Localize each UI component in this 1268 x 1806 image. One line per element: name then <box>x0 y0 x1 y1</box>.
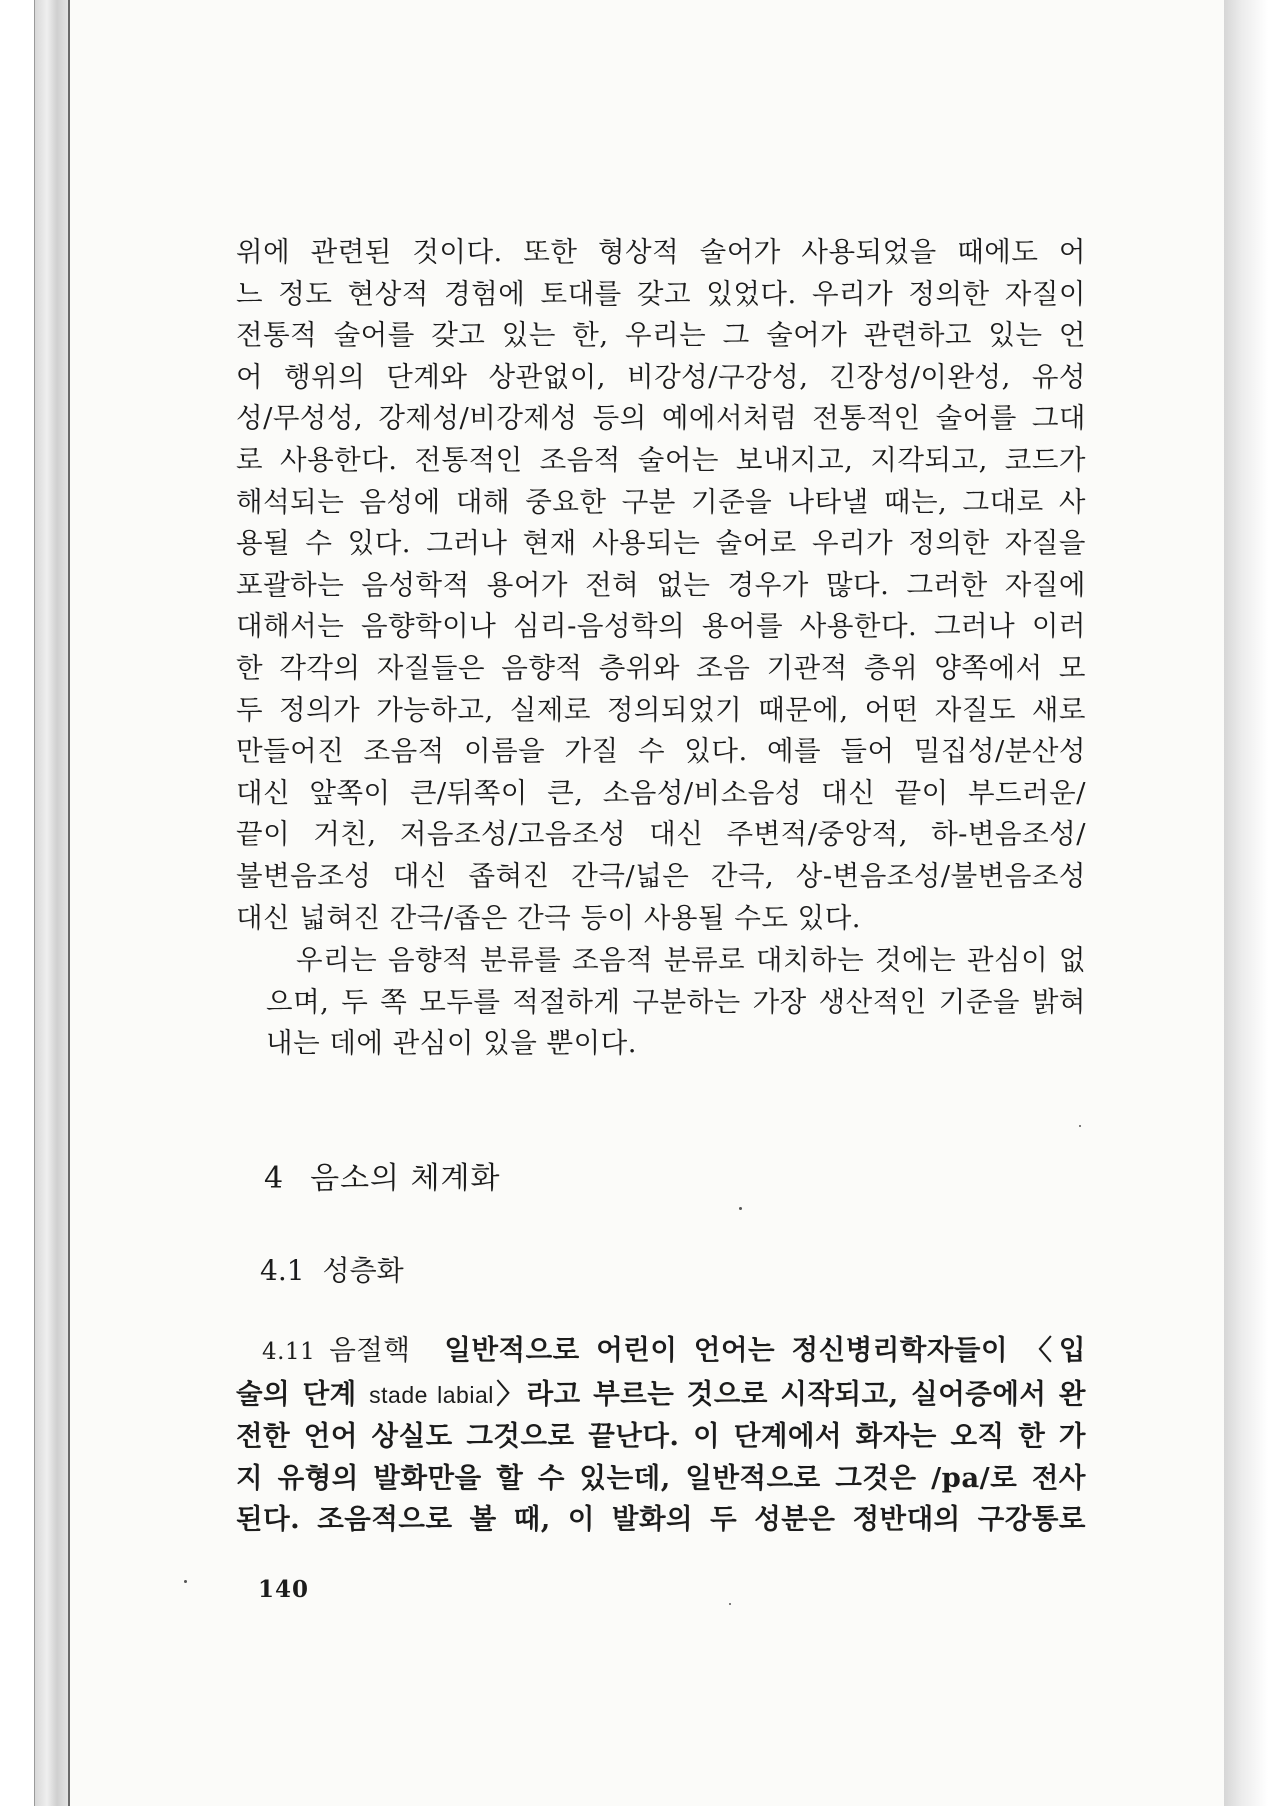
text-line: 로 사용한다. 전통적인 조음적 술어는 보내지고, 지각되고, 코드가 <box>236 443 1086 476</box>
text-line: 불변음조성 대신 좁혀진 간극/넓은 간극, 상-변음조성/불변음조성 <box>236 859 1086 892</box>
text-line: 대신 앞쪽이 큰/뒤쪽이 큰, 소음성/비소음성 대신 끝이 부드러운/ <box>236 776 1086 809</box>
paragraph-title: 음절핵 <box>329 1334 411 1366</box>
text-line: 전통적 술어를 갖고 있는 한, 우리는 그 술어가 관련하고 있는 언 <box>236 319 1086 352</box>
paragraph-2 <box>236 940 1086 1065</box>
text-line: 위에 관련된 것이다. 또한 형상적 술어가 사용되었을 때에도 어 <box>236 236 1086 268</box>
text-line: 느 정도 현상적 경험에 토대를 갖고 있었다. 우리가 정의한 자질이 <box>236 277 1086 310</box>
text-line: 어 행위의 단계와 상관없이, 비강성/구강성, 긴장성/이완성, 유성 <box>236 360 1086 393</box>
page-number: 140 <box>258 1576 310 1603</box>
text-line: 지 유형의 발화만을 할 수 있는데, 일반적으로 그것은 /pa/로 전사 <box>236 1461 1086 1494</box>
scan-speck <box>739 1207 742 1210</box>
text-line: 우리는 음향적 분류를 조음적 분류로 대치하는 것에는 관심이 없 <box>296 944 1086 976</box>
text-line: 포괄하는 음성학적 용어가 전혀 없는 경우가 많다. 그러한 자질에 <box>236 568 1086 601</box>
text-line: 용될 수 있다. 그러나 현재 사용되는 술어로 우리가 정의한 자질을 <box>236 527 1086 560</box>
text-line <box>236 1374 1086 1417</box>
page-shadow <box>1224 0 1268 1806</box>
text-run: 술의 단계 <box>236 1377 370 1410</box>
text-line: 만들어진 조음적 이름을 가질 수 있다. 예를 들어 밀집성/분산성 <box>236 735 1086 768</box>
paragraph-number: 4.11 <box>262 1339 316 1365</box>
text-line: 해석되는 음성에 대해 중요한 구분 기준을 나타낼 때는, 그대로 사 <box>236 485 1086 518</box>
scan-speck <box>184 1580 187 1583</box>
text-line <box>236 1330 1086 1374</box>
text-line: 으며, 두 쪽 모두를 적절하게 구분하는 가장 생산적인 기준을 밝혀 <box>266 985 1086 1018</box>
text-line: 두 정의가 가능하고, 실제로 정의되었기 때문에, 어떤 자질도 새로 <box>236 693 1086 726</box>
subsection-heading <box>260 1251 404 1291</box>
scan-speck <box>729 1603 731 1605</box>
subsection-number: 4.1 <box>260 1254 305 1287</box>
subsection-title: 성층화 <box>322 1254 404 1287</box>
paragraph-1 <box>236 232 1086 939</box>
section-heading <box>264 1157 501 1201</box>
latin-term: stade labial <box>369 1381 494 1408</box>
text-line: 전한 언어 상실도 그것으로 끝난다. 이 단계에서 화자는 오직 한 가 <box>236 1420 1086 1453</box>
text-line: 내는 데에 관심이 있을 뿐이다. <box>266 1027 637 1060</box>
text-line: 대해서는 음향학이나 심리-음성학의 용어를 사용한다. 그러나 이러 <box>236 610 1086 643</box>
text-line: 된다. 조음적으로 볼 때, 이 발화의 두 성분은 정반대의 구강통로 <box>236 1503 1086 1536</box>
paragraph-3 <box>236 1330 1086 1541</box>
section-title: 음소의 체계화 <box>310 1161 501 1196</box>
section-number: 4 <box>264 1161 285 1196</box>
text-run: 〉라고 부르는 것으로 시작되고, 실어증에서 완 <box>493 1377 1086 1410</box>
book-page-edges <box>34 0 70 1806</box>
text-line: 한 각각의 자질들은 음향적 층위와 조음 기관적 층위 양쪽에서 모 <box>236 651 1086 684</box>
text-run: 일반적으로 어린이 언어는 정신병리학자들이 〈입 <box>444 1334 1086 1366</box>
scan-speck <box>1079 1125 1081 1127</box>
text-line: 대신 넓혀진 간극/좁은 간극 등이 사용될 수도 있다. <box>236 901 861 934</box>
text-line: 끝이 거친, 저음조성/고음조성 대신 주변적/중앙적, 하-변음조성/ <box>236 818 1086 851</box>
text-line: 성/무성성, 강제성/비강제성 등의 예에서처럼 전통적인 술어를 그대 <box>236 402 1086 435</box>
